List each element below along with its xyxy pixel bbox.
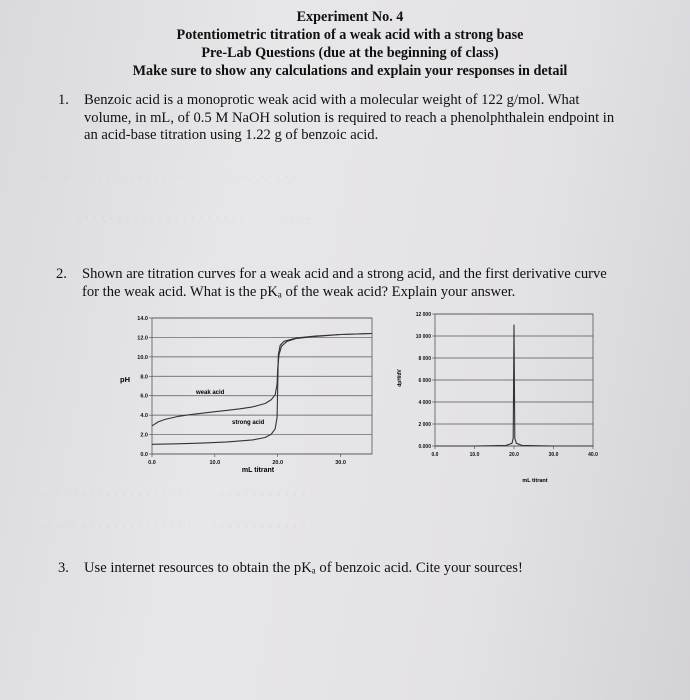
x-axis-label: mL titrant <box>241 467 275 474</box>
question-line: for the weak acid. What is the pKₐ of the weak acid? Explain your answer. <box>82 283 516 300</box>
x-tick-label: 20.0 <box>509 452 519 458</box>
y-tick-label: 0.0 <box>140 452 148 458</box>
bleed-through-text: · · · · · · · · · · · · · · · · · · · · · · · · · · · · · · · <box>60 212 310 227</box>
bleed-through-text: · · · · · · · · · · · · · · · · · · · · · · · · · · · · · · · · · · <box>40 488 315 503</box>
question-line: Use internet resources to obtain the pKₐ of benzoic acid. Cite your sources! <box>84 560 523 576</box>
y-tick-label: 10.0 <box>137 354 148 361</box>
question-line: volume, in mL, of 0.5 M NaOH solution is required to reach a phenolphthalein endpoint in <box>84 109 615 126</box>
question-line: an acid-base titration using 1.22 g of benzoic acid. <box>84 127 379 143</box>
first-derivative-chart <box>395 306 610 488</box>
bleed-through-text: · · · · · · · · · · · · · · · · · · · · · · · · · · · · · · · · · · <box>40 520 315 535</box>
question-number: 2. <box>56 266 67 282</box>
weak-acid-curve <box>152 334 372 426</box>
document-header <box>60 8 640 80</box>
question-line: Shown are titration curves for a weak acid and a strong acid, and the first derivative curve <box>82 266 607 282</box>
question-text <box>84 92 664 145</box>
y-tick-label: 8 000 <box>418 356 431 362</box>
plot-frame <box>152 318 372 454</box>
experiment-title: Experiment No. 4 <box>296 9 404 25</box>
y-tick-label: 6.0 <box>140 393 148 400</box>
y-axis-label: dpH/dV <box>397 369 403 387</box>
bleed-through-text: · · · · · · · · · · · · · · · · · · · · · · · · · · · · · · · · <box>40 170 298 185</box>
y-tick-label: 4 000 <box>418 400 431 406</box>
y-tick-label: 4.0 <box>140 413 148 420</box>
x-tick-label: 40.0 <box>588 452 598 458</box>
x-tick-label: 30.0 <box>335 460 346 466</box>
question-number: 1. <box>58 92 69 108</box>
y-tick-label: 10 000 <box>415 334 431 340</box>
strong-acid-curve <box>152 334 372 445</box>
y-tick-label: 0.000 <box>418 444 431 450</box>
question-text <box>84 560 523 578</box>
question-line: Benzoic acid is a monoprotic weak acid with a molecular weight of 122 g/mol. What <box>84 92 580 108</box>
x-axis-label: mL titrant <box>522 478 548 484</box>
x-tick-label: 20.0 <box>272 460 284 466</box>
y-tick-label: 2 000 <box>418 422 431 428</box>
weak-acid-label: weak acid <box>196 390 225 396</box>
y-tick-label: 8.0 <box>140 374 148 381</box>
question-number: 3. <box>58 560 69 576</box>
y-tick-label: 2.0 <box>140 432 148 439</box>
y-tick-label: 12.0 <box>137 335 148 342</box>
x-tick-label: 10.0 <box>209 460 221 466</box>
x-tick-label: 30.0 <box>548 452 559 458</box>
x-tick-label: 0.0 <box>431 452 439 458</box>
experiment-subtitle: Potentiometric titration of a weak acid with a strong base <box>176 27 524 43</box>
prelab-heading: Pre-Lab Questions (due at the beginning of class) <box>201 45 499 61</box>
instructions-line: Make sure to show any calculations and explain your responses in detail <box>132 63 568 79</box>
question-text <box>82 266 672 301</box>
y-tick-label: 6 000 <box>418 378 431 384</box>
titration-curve-chart <box>110 308 380 478</box>
x-tick-label: 0.0 <box>148 460 156 466</box>
strong-acid-label: strong acid <box>232 420 265 426</box>
first-derivative-curve <box>435 325 593 446</box>
y-tick-label: 12 000 <box>415 312 431 318</box>
y-tick-label: 14.0 <box>137 316 148 322</box>
x-tick-label: 10.0 <box>469 452 480 458</box>
y-axis-label: pH <box>120 375 130 384</box>
